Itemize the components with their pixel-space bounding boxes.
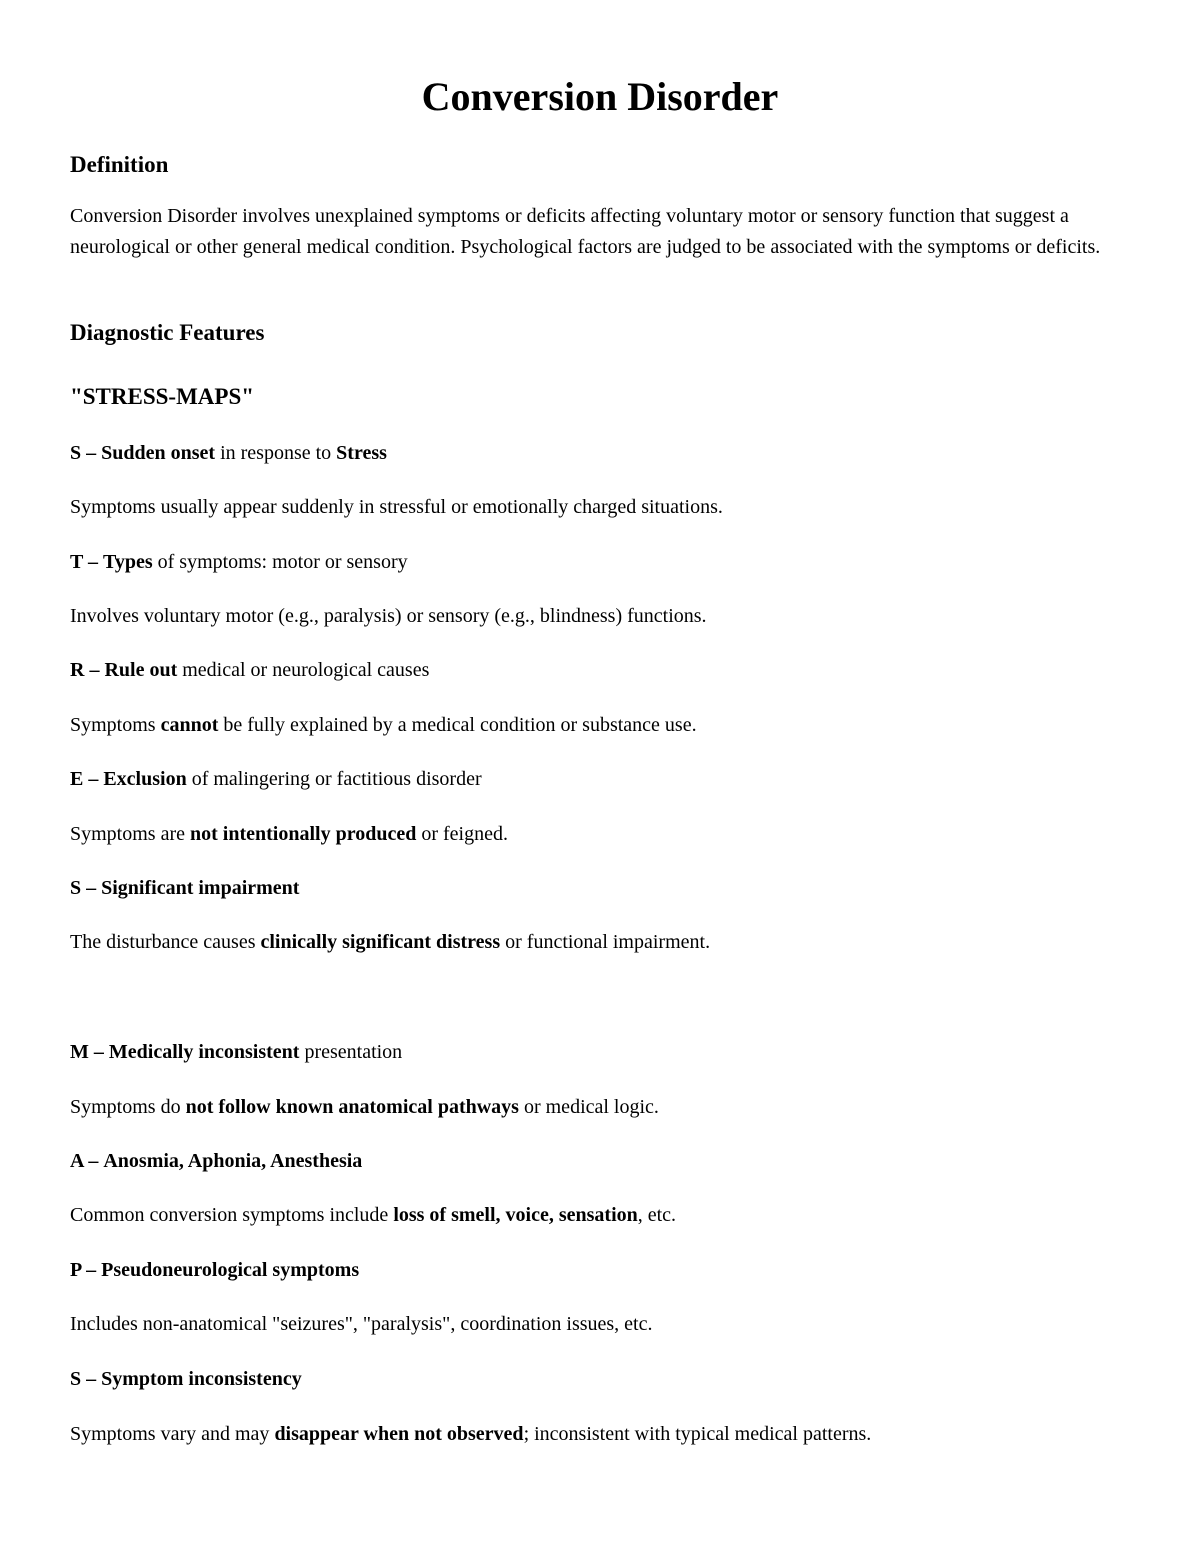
description-emphasis: clinically significant distress	[260, 931, 501, 953]
description-text: Symptoms	[70, 714, 161, 736]
mnemonic-keyword: Sudden onset	[101, 442, 216, 464]
mnemonic-keyword: Rule out	[104, 659, 178, 681]
mnemonic-heading: "STRESS-MAPS"	[70, 384, 255, 409]
mnemonic-item-description	[70, 1309, 653, 1339]
mnemonic-keyword: Symptom inconsistency	[101, 1368, 302, 1390]
mnemonic-keyword: Exclusion	[103, 768, 187, 790]
mnemonic-item-description	[70, 1200, 676, 1230]
mnemonic-item-description	[70, 601, 707, 631]
description-text: Symptoms usually appear suddenly in stressful or emotionally charged situations.	[70, 496, 723, 518]
mnemonic-rest: of malingering or factitious disorder	[186, 768, 482, 790]
mnemonic-letter: S –	[70, 877, 97, 899]
description-text-end: or feigned.	[416, 823, 508, 845]
features-heading: Diagnostic Features	[70, 320, 265, 345]
description-emphasis: not intentionally produced	[190, 823, 417, 845]
mnemonic-keyword: Types	[102, 551, 153, 573]
mnemonic-letter: R –	[70, 659, 100, 681]
description-emphasis: not follow known anatomical pathways	[185, 1096, 519, 1118]
mnemonic-item-heading	[70, 1364, 302, 1394]
mnemonic-item-heading	[70, 764, 482, 794]
description-text: Includes non-anatomical "seizures", "paralysis", coordination issues, etc.	[70, 1313, 653, 1335]
mnemonic-keyword: Anosmia, Aphonia, Anesthesia	[103, 1150, 363, 1172]
definition-text: Conversion Disorder involves unexplained symptoms or deficits affecting voluntary motor or sensory function that suggest a neurological or other general medical condition. Psychological factors are judged to be associated with the symptoms or deficits.	[70, 205, 1101, 258]
mnemonic-rest: of symptoms: motor or sensory	[152, 551, 408, 573]
mnemonic-letter: M –	[70, 1041, 104, 1063]
mnemonic-rest: in response to	[215, 442, 337, 464]
mnemonic-keyword: Medically inconsistent	[108, 1041, 300, 1063]
mnemonic-letter: S –	[70, 1368, 97, 1390]
mnemonic-rest: medical or neurological causes	[177, 659, 430, 681]
description-text-end: or medical logic.	[518, 1096, 659, 1118]
mnemonic-item-heading	[70, 547, 408, 577]
mnemonic-keyword: Significant impairment	[101, 877, 300, 899]
mnemonic-item-heading	[70, 655, 429, 685]
mnemonic-item-heading	[70, 873, 299, 903]
mnemonic-letter: A –	[70, 1150, 99, 1172]
mnemonic-letter: E –	[70, 768, 99, 790]
mnemonic-letter: T –	[70, 551, 98, 573]
description-text-end: , etc.	[637, 1204, 677, 1226]
description-text: Symptoms vary and may	[70, 1423, 275, 1445]
description-text: The disturbance causes	[70, 931, 261, 953]
mnemonic-letter: P –	[70, 1259, 97, 1281]
description-text: Symptoms do	[70, 1096, 186, 1118]
page-title: Conversion Disorder	[421, 74, 779, 119]
description-text-end: or functional impairment.	[500, 931, 711, 953]
mnemonic-item-description	[70, 1419, 871, 1449]
mnemonic-item-description	[70, 927, 710, 957]
mnemonic-letter: S –	[70, 442, 97, 464]
description-emphasis: disappear when not observed	[274, 1423, 524, 1445]
description-text: Common conversion symptoms include	[70, 1204, 394, 1226]
description-text-end: be fully explained by a medical condition or substance use.	[218, 714, 697, 736]
mnemonic-keyword: Pseudoneurological symptoms	[101, 1259, 360, 1281]
mnemonic-item-heading	[70, 1146, 362, 1176]
description-emphasis: cannot	[160, 714, 219, 736]
description-text-end: ; inconsistent with typical medical patterns.	[523, 1423, 872, 1445]
mnemonic-item-description	[70, 1092, 659, 1122]
mnemonic-item-description	[70, 710, 697, 740]
mnemonic-keyword-2: Stress	[336, 442, 387, 464]
mnemonic-item-description	[70, 819, 508, 849]
description-emphasis: loss of smell, voice, sensation	[393, 1204, 638, 1226]
description-text: Involves voluntary motor (e.g., paralysis) or sensory (e.g., blindness) functions.	[70, 605, 707, 627]
mnemonic-item-description	[70, 492, 723, 522]
mnemonic-rest: presentation	[299, 1041, 403, 1063]
mnemonic-item-heading	[70, 1255, 359, 1285]
mnemonic-item-heading	[70, 438, 387, 468]
definition-heading: Definition	[70, 152, 169, 177]
description-text: Symptoms are	[70, 823, 190, 845]
mnemonic-item-heading	[70, 1037, 402, 1067]
